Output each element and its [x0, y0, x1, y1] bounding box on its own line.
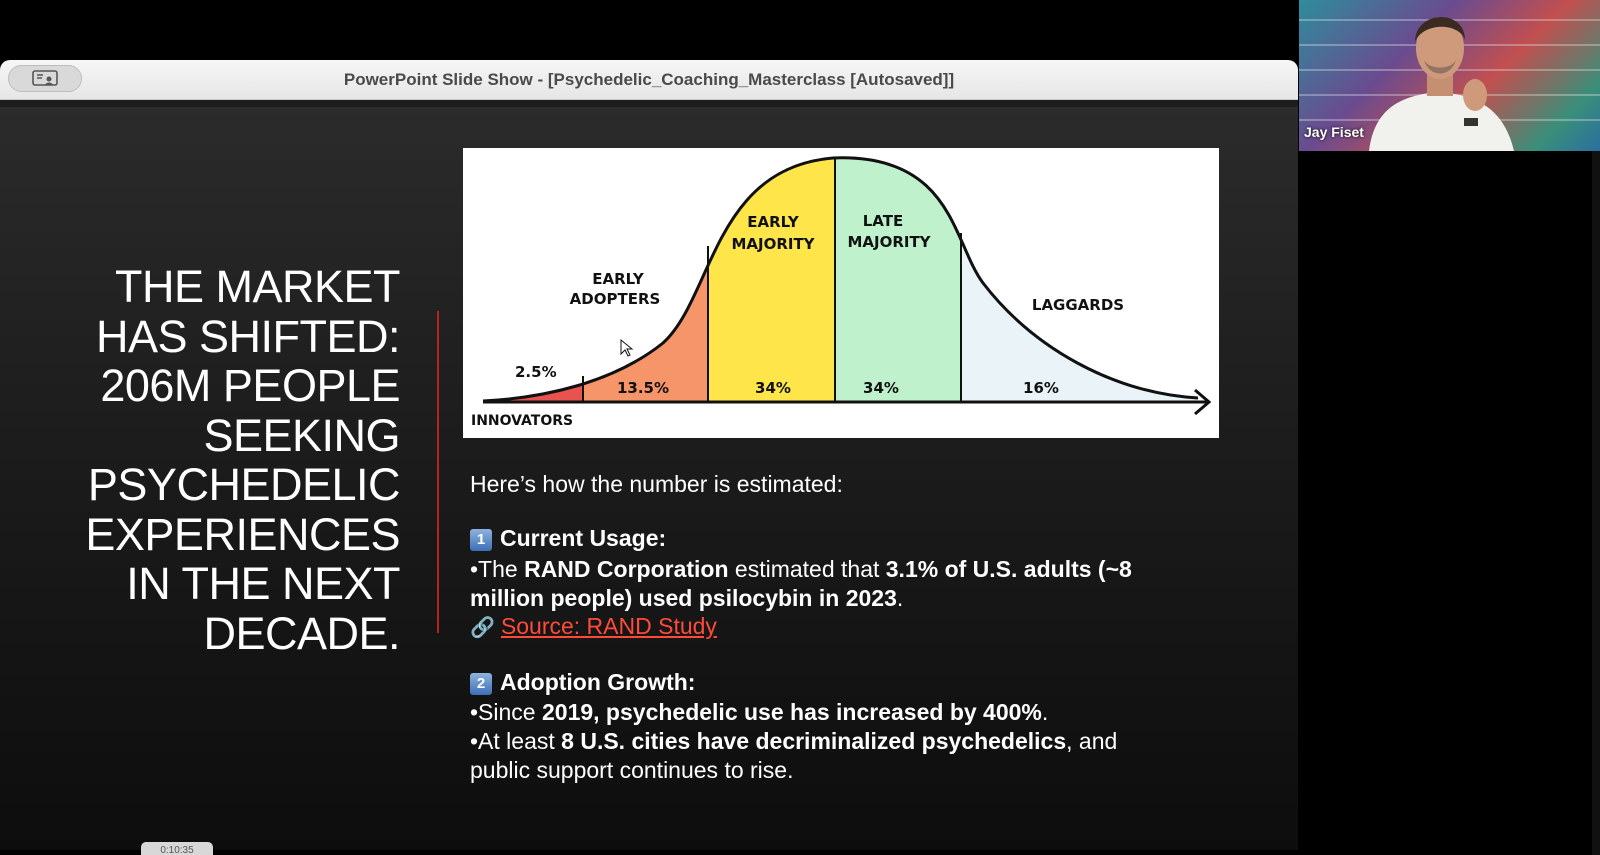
early-majority-percent: 34% [755, 379, 791, 397]
heading-line: DECADE. [203, 607, 400, 659]
segment-innovators [463, 148, 583, 438]
laggards-percent: 16% [1023, 379, 1059, 397]
mouse-cursor-icon [621, 340, 632, 356]
section1-title: Current Usage: [500, 525, 667, 551]
window-edge [1592, 151, 1600, 855]
early-majority-label: MAJORITY [731, 235, 815, 253]
section1-line1 [470, 556, 1132, 583]
section2-title: Adoption Growth: [500, 669, 696, 695]
window-title: PowerPoint Slide Show - [Psychedelic_Coaching_Masterclass [Autosaved]] [343, 70, 955, 89]
heading-line: IN THE NEXT [126, 558, 400, 609]
intro-text: Here’s how the number is estimated: [470, 471, 843, 497]
section1-line2 [470, 585, 903, 612]
late-majority-percent: 34% [863, 379, 899, 397]
text-run-bold: 2019, psychedelic use has increased by 400% [541, 699, 1042, 725]
source-line [470, 613, 717, 640]
text-run-bold: RAND Corporation [524, 556, 729, 582]
late-majority-label: LATE [862, 212, 904, 230]
text-run: estimated that [728, 556, 886, 582]
presenter-view-button[interactable] [8, 65, 82, 92]
heading-line: HAS SHIFTED: [95, 310, 400, 362]
heading-line: SEEKING [203, 409, 400, 461]
link-icon: 🔗 [470, 617, 495, 639]
section2-line1 [470, 699, 1048, 726]
text-run: •The [470, 556, 525, 582]
text-run-bold: million people) used psilocybin in 2023 [470, 585, 897, 611]
source-link[interactable]: Source: RAND Study [500, 613, 717, 639]
section1-heading [470, 525, 666, 552]
keycap-1-icon: 1 [470, 529, 492, 551]
timecode-tab[interactable]: 0:10:35 [141, 842, 213, 855]
participant-video-tile[interactable] [1299, 0, 1600, 151]
title-bar [0, 60, 1298, 100]
keycap-2-icon: 2 [470, 673, 492, 695]
slide [0, 107, 1298, 850]
section2-line2 [470, 728, 1117, 755]
text-run: •Since [470, 699, 542, 725]
early-adopters-label: ADOPTERS [569, 290, 661, 308]
text-run-bold: 3.1% of U.S. adults (~8 [885, 556, 1132, 582]
adoption-curve-diagram [463, 148, 1219, 438]
text-run: . [1041, 699, 1049, 725]
laggards-label: LAGGARDS [1031, 296, 1125, 314]
segment-laggards [961, 148, 1219, 438]
section2-heading [470, 669, 695, 696]
early-majority-label: EARLY [747, 213, 799, 231]
text-run: •At least [470, 728, 562, 754]
slide-heading [70, 262, 400, 658]
red-divider [437, 311, 439, 633]
text-run-bold: 8 U.S. cities have decriminalized psychedelics [561, 728, 1067, 754]
innovators-label: INNOVATORS [471, 413, 574, 429]
slideshow-window [0, 60, 1298, 850]
text-run: , and [1066, 728, 1118, 754]
early-adopters-percent: 13.5% [616, 379, 670, 397]
presenter-view-icon [32, 70, 58, 88]
heading-line: 206M PEOPLE [100, 360, 400, 411]
heading-line: EXPERIENCES [85, 508, 400, 560]
heading-line: PSYCHEDELIC [87, 459, 400, 510]
early-adopters-label: EARLY [592, 270, 644, 288]
late-majority-label: MAJORITY [847, 233, 931, 251]
innovators-percent: 2.5% [515, 363, 557, 381]
heading-line: THE MARKET [114, 261, 400, 312]
text-run: . [896, 585, 904, 611]
participant-name: Jay Fiset [1304, 124, 1364, 140]
section2-line3: public support continues to rise. [470, 757, 794, 783]
